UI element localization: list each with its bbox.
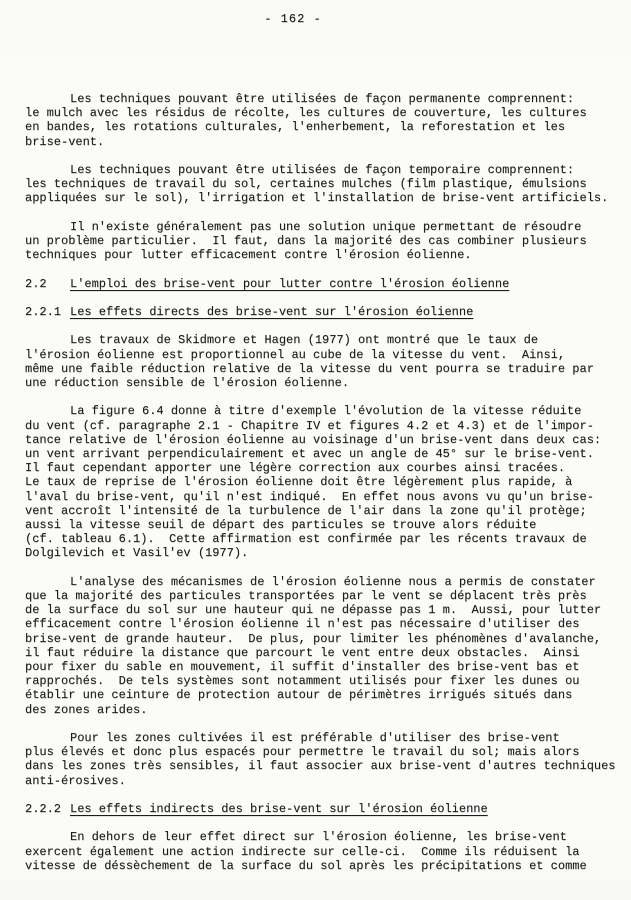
text-line: que la majorité des particules transportées par le vent se déplacent très près [25,589,587,603]
text-line: aussi la vitesse seuil de départ des particules se trouve alors réduite [25,518,537,532]
paragraph [25,731,616,788]
text-line: pour fixer du sable en mouvement, il suffit d'installer des brise-vent bas et [25,660,580,675]
text-line: (cf. tableau 6.1). Cette affirmation est confirmée par les récents travaux de [25,532,587,547]
text-line: anti-érosives. [25,773,126,788]
text-line: un problème particulier. Il faut, dans la majorité des cas combiner plusieurs [25,234,587,248]
paragraph [25,163,609,206]
paragraph [25,575,605,717]
section-heading [25,802,605,816]
paragraph [25,404,605,560]
text-line: Le taux de reprise de l'érosion éolienne doit être légèrement plus rapide, à [25,475,573,490]
text-line: établir une ceinture de protection autour de périmètres irrigués situés dans [25,688,573,703]
text-line: La figure 6.4 donne à titre d'exemple l'évolution de la vitesse réduite [70,404,582,419]
text-line: brise-vent de grande hauteur. De plus, pour limiter les phénomènes d'avalanche, [25,631,602,646]
section-title: L'emploi des brise-vent pour lutter contre l'érosion éolienne [70,276,510,291]
page-number: - 162 - [264,12,322,26]
text-line: rapprochés. De tels systèmes sont notamment utilisés pour fixer les dunes ou [25,674,580,689]
text-line: l'aval du brise-vent, qu'il n'est indiqué. En effet nous avons vu qu'un brise- [25,489,594,504]
text-line: l'érosion éolienne est proportionnel au cube de la vitesse du vent. Ainsi, [25,347,566,362]
text-line: techniques pour lutter efficacement contre l'érosion éolienne. [25,248,472,263]
paragraph [25,333,605,390]
text-line: une réduction sensible de l'érosion éolienne. [25,375,350,390]
text-line: Les travaux de Skidmore et Hagen (1977) ont montré que le taux de [70,333,539,348]
text-line: tance relative de l'érosion éolienne au voisinage d'un brise-vent dans deux cas: [25,432,602,447]
text-line: le mulch avec les résidus de récolte, les cultures de couverture, les cultures [25,106,587,121]
text-line: du vent (cf. paragraphe 2.1 - Chapitre IV et figures 4.2 et 4.3) et de l'impor- [25,418,594,433]
text-line: Les techniques pouvant être utilisées de façon temporaire comprennent: [70,163,575,177]
text-line: des zones arides. [25,702,148,717]
text-line: il faut réduire la distance que parcourt le vent entre deux obstacles. Ainsi [25,645,580,660]
text-line: brise-vent. [25,134,105,149]
text-line: L'analyse des mécanismes de l'érosion éolienne nous a permis de constater [70,574,596,589]
document-body [25,92,616,873]
section-heading [25,305,605,319]
text-line: appliquées sur le sol), l'irrigation et l'installation de brise-vent artificiels. [25,191,609,206]
section-number: 2.2.2 [25,802,62,817]
text-line: efficacement contre l'érosion éolienne il n'est pas nécessaire d'utiliser des [25,617,580,632]
section-title: Les effets indirects des brise-vent sur l'érosion éolienne [70,802,488,817]
paragraph [25,830,605,873]
text-line: un vent arrivant perpendiculairement et avec un angle de 45° sur le brise-vent. [25,446,594,461]
text-line: en bandes, les rotations culturales, l'enherbement, la reforestation et les [25,120,566,135]
text-line: Les techniques pouvant être utilisées de façon permanente comprennent: [70,92,575,106]
section-number: 2.2 [25,276,47,291]
text-line: Pour les zones cultivées il est préférable d'utiliser des brise-vent [70,731,560,746]
paragraph [25,220,605,263]
text-line: vitesse de déssèchement de la surface du sol après les précipitations et comme [25,858,587,873]
text-line: de la surface du sol sur une hauteur qui ne dépasse pas 1 m. Aussi, pour lutter [25,603,602,618]
section-number: 2.2.1 [25,304,62,319]
section-heading [25,277,605,291]
text-line: exercent également une action indirecte sur celle-ci. Comme ils réduisent la [25,844,580,859]
text-line: vent accroît l'intensité de la turbulence de l'air dans la zone qu'il protège; [25,503,587,518]
text-line: Il n'existe généralement pas une solution unique permettant de résoudre [70,219,582,234]
section-title: Les effets directs des brise-vent sur l'érosion éolienne [70,304,474,319]
text-line: Il faut cependant apporter une légère correction aux courbes ainsi tracées. [25,461,566,476]
text-line: les techniques de travail du sol, certaines mulches (film plastique, émulsions [25,177,587,192]
text-line: dans les zones très sensibles, il faut associer aux brise-vent d'autres techniques [25,759,616,774]
text-line: En dehors de leur effet direct sur l'érosion éolienne, les brise-vent [70,830,567,845]
text-line: Dolgilevich et Vasil'ev (1977). [25,546,249,561]
text-line: même une faible réduction relative de la vitesse du vent pourra se traduire par [25,361,594,376]
paragraph [25,92,605,149]
text-line: plus élevés et donc plus espacés pour permettre le travail du sol; mais alors [25,745,580,760]
